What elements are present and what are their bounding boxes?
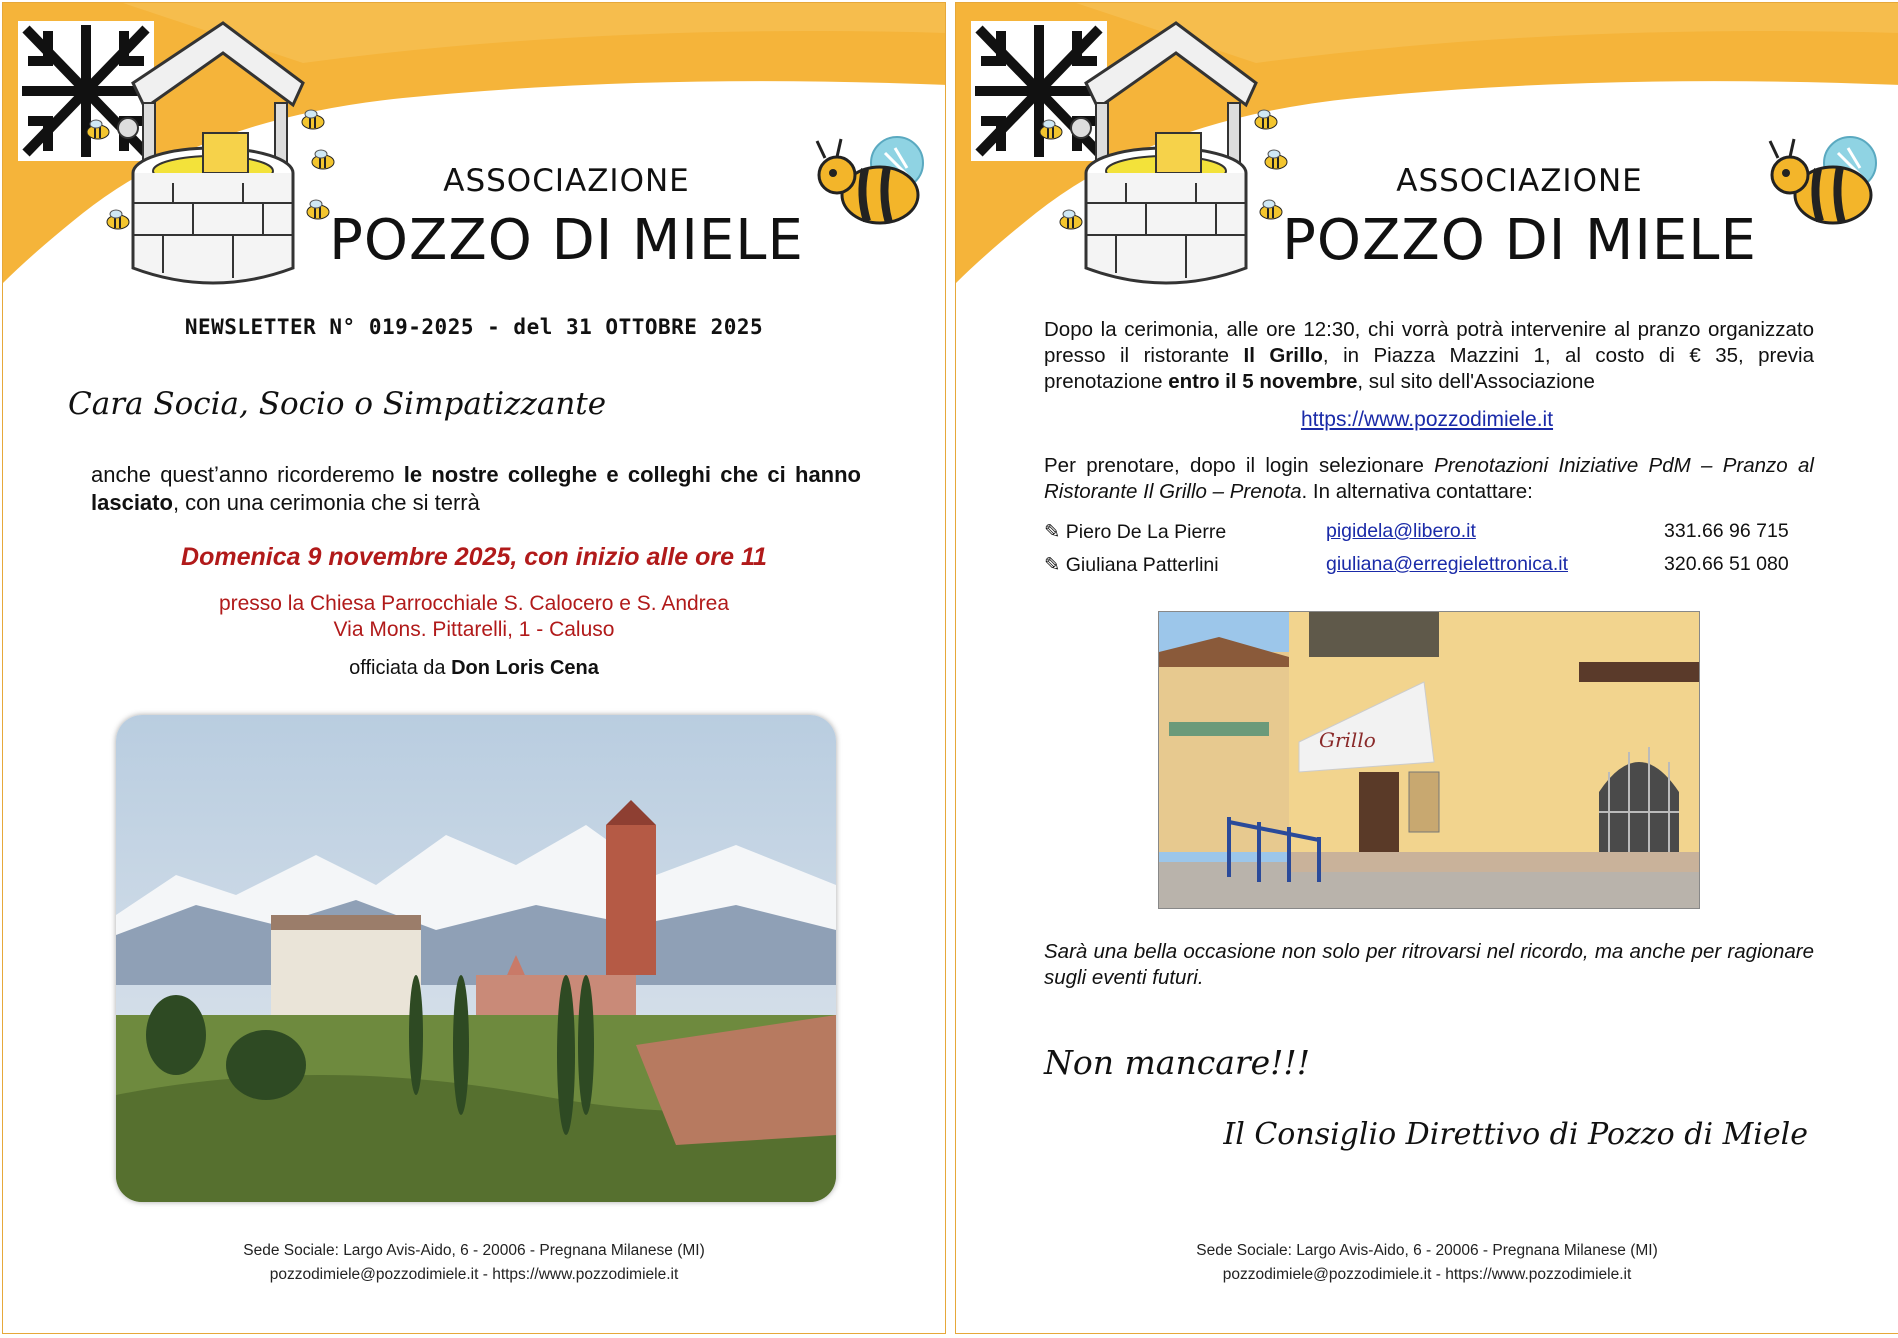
footer	[956, 1239, 1898, 1287]
intro-text-end: , con una cerimonia che si terrà	[172, 490, 480, 515]
bee-icon	[83, 118, 113, 142]
officiant-label: officiata da	[349, 657, 452, 679]
booking-text-2: . In alternativa contattare:	[1301, 480, 1533, 503]
call-to-action: Non mancare!!!	[1044, 1043, 1310, 1082]
lunch-text-3: , sul sito dell'Associazione	[1357, 370, 1595, 393]
newsletter-number: NEWSLETTER N° 019-2025 - del 31 OTTOBRE 2025	[184, 315, 764, 339]
booking-path: Prenotazioni Iniziative PdM – Pranzo al Ristorante Il Grillo – Prenota	[1044, 454, 1814, 503]
contact-row	[1044, 553, 1834, 581]
lunch-paragraph	[1044, 317, 1814, 395]
salutation: Cara Socia, Socio o Simpatizzante	[68, 386, 607, 422]
bee-icon	[298, 108, 328, 132]
footer	[3, 1239, 945, 1287]
website-link[interactable]: https://www.pozzodimiele.it	[1300, 408, 1554, 431]
contact-email-link[interactable]: giuliana@erregielettronica.it	[1326, 553, 1569, 575]
footer-contacts: pozzodimiele@pozzodimiele.it - https://www.pozzodimiele.it	[269, 1266, 679, 1283]
awning-sign-text: Grillo	[1319, 728, 1376, 752]
bee-icon	[1036, 118, 1066, 142]
contact-name	[1044, 553, 1219, 577]
association-label: ASSOCIAZIONE	[443, 163, 690, 199]
newsletter-page-left	[2, 2, 946, 1334]
contact-name-text: Piero De La Pierre	[1065, 521, 1227, 543]
lunch-text: Dopo la cerimonia, alle ore 12:30, chi vorrà potrà intervenire al pranzo organizzato presso il ristorante	[1044, 318, 1814, 367]
officiant-name: Don Loris Cena	[451, 657, 599, 679]
contact-phone: 331.66 96 715	[1664, 520, 1789, 542]
restaurant-name: Il Grillo	[1243, 344, 1323, 367]
contact-phone: 320.66 51 080	[1664, 553, 1789, 575]
booking-text: Per prenotare, dopo il login selezionare	[1044, 454, 1435, 477]
bee-icon	[1251, 108, 1281, 132]
footer-address: Sede Sociale: Largo Avis-Aido, 6 - 20006 - Pregnana Milanese (MI)	[1196, 1242, 1658, 1259]
event-place-line2: Via Mons. Pittarelli, 1 - Caluso	[333, 618, 615, 641]
event-date: Domenica 9 novembre 2025, con inizio alle ore 11	[181, 543, 767, 571]
event-place	[3, 591, 945, 643]
contact-name	[1044, 520, 1226, 544]
signature: Il Consiglio Direttivo di Pozzo di Miele	[1223, 1117, 1808, 1152]
event-place-line1: presso la Chiesa Parrocchiale S. Calocero e S. Andrea	[218, 592, 730, 615]
church-painting-image	[116, 715, 836, 1202]
footer-address: Sede Sociale: Largo Avis-Aido, 6 - 20006 - Pregnana Milanese (MI)	[243, 1242, 705, 1259]
intro-paragraph	[91, 461, 861, 517]
pencil-icon: ✎	[1044, 554, 1061, 576]
association-name: POZZO DI MIELE	[329, 208, 804, 273]
officiant-line	[3, 657, 945, 680]
association-name: POZZO DI MIELE	[1282, 208, 1757, 273]
intro-text: anche quest’anno ricorderemo	[91, 462, 404, 487]
contact-name-text: Giuliana Patterlini	[1065, 554, 1219, 576]
newsletter-page-right	[955, 2, 1898, 1334]
closing-paragraph: Sarà una bella occasione non solo per ritrovarsi nel ricordo, ma anche per ragionare sugli eventi futuri.	[1044, 940, 1814, 989]
footer-contacts: pozzodimiele@pozzodimiele.it - https://www.pozzodimiele.it	[1222, 1266, 1632, 1283]
pencil-icon: ✎	[1044, 521, 1061, 543]
intro-bold-text: le nostre colleghe e colleghi che ci hanno lasciato	[91, 462, 861, 515]
booking-paragraph	[1044, 453, 1814, 505]
association-label: ASSOCIAZIONE	[1396, 163, 1643, 199]
booking-deadline: entro il 5 novembre	[1168, 370, 1358, 393]
lunch-text-2: , in Piazza Mazzini 1, al costo di € 35, previa prenotazione	[1044, 344, 1814, 393]
contact-row	[1044, 520, 1834, 548]
contact-email-link[interactable]: pigidela@libero.it	[1326, 520, 1476, 542]
restaurant-photo-image	[1158, 611, 1700, 909]
